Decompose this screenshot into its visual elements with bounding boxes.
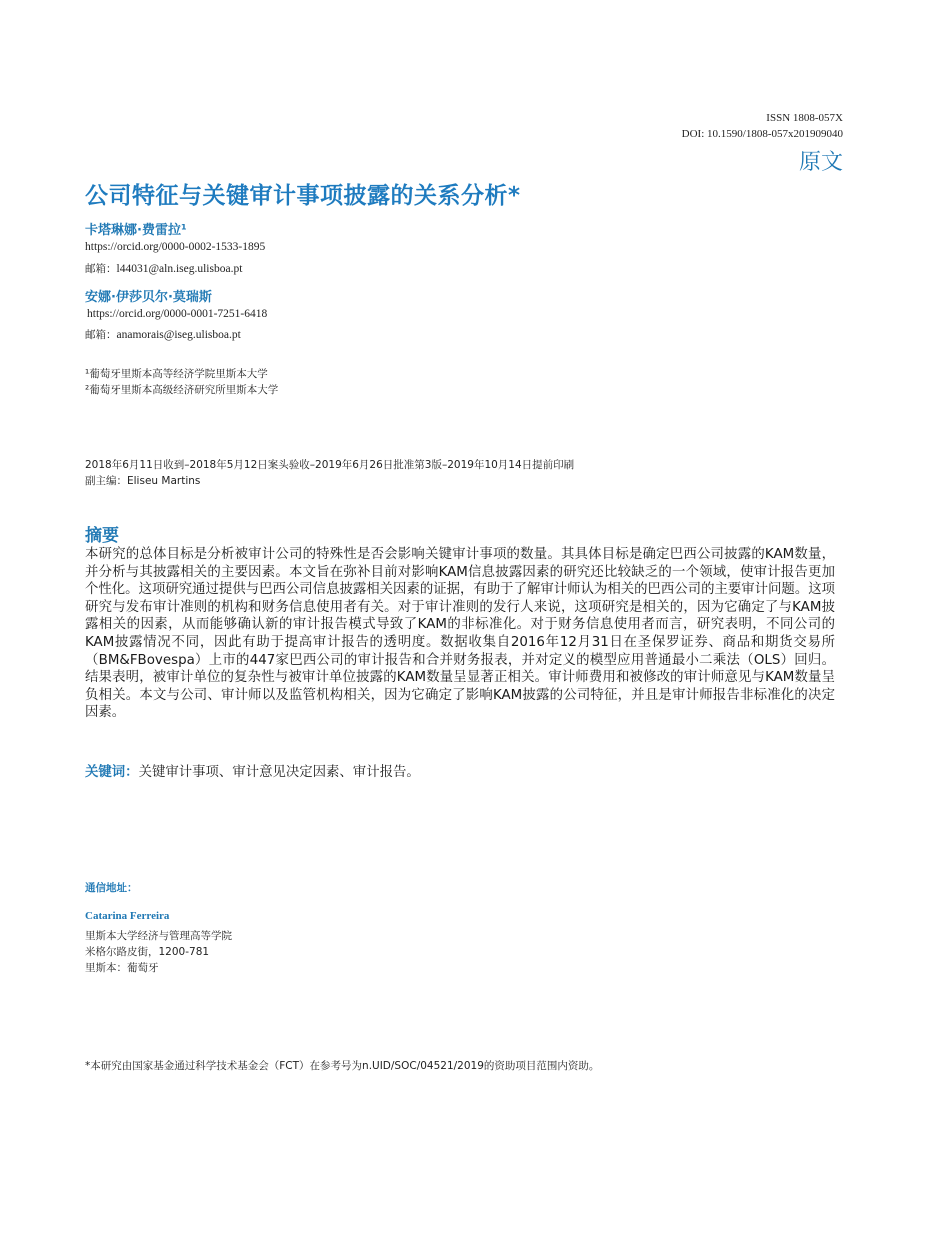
affiliation-1: ¹葡萄牙里斯本高等经济学院里斯本大学	[85, 368, 268, 380]
abstract-body: 本研究的总体目标是分析被审计公司的特殊性是否会影响关键审计事项的数量。其具体目标是确定巴西公司披露的KAM数量，并分析与其披露相关的主要因素。本文旨在弥补目前对影响KAM信息披露因素的研究还比较缺乏的一个领域，使审计报告更加个性化。这项研究通过提供与巴西公司信息披露相关因素的证据，有助于了解审计师认为相关的巴西公司的主要审计问题。这项研究与发布审计准则的机构和财务信息使用者有关。对于审计准则的发行人来说，这项研究是相关的，因为它确定了与KAM披露相关的因素，从而能够确认新的审计报告模式导致了KAM的非标准化。对于财务信息使用者而言，研究表明，不同公司的KAM披露情况不同，因此有助于提高审计报告的透明度。数据收集自2016年12月31日在圣保罗证券、商品和期货交易所（BM&FBovespa）上市的447家巴西公司的审计报告和合并财务报表，并对定义的模型应用普通最小二乘法（OLS）回归。结果表明，被审计单位的复杂性与被审计单位披露的KAM数量呈显著正相关。审计师费用和被修改的审计师意见与KAM数量呈负相关。本文与公司、审计师以及监管机构相关，因为它确定了影响KAM披露的公司特征，并且是审计师报告非标准化的决定因素。	[85, 547, 835, 721]
paper-title: 公司特征与关键审计事项披露的关系分析*	[85, 183, 521, 209]
author-email-2[interactable]: anamorais@iseg.ulisboa.pt	[116, 329, 241, 341]
email-label: 邮箱：	[85, 329, 117, 341]
address-line: 米格尔路皮街，1200-781	[85, 946, 210, 958]
correspondence-address	[85, 928, 232, 976]
author-email-row-2	[85, 323, 241, 343]
keywords	[85, 761, 420, 780]
issn: ISSN 1808-057X	[766, 112, 843, 124]
author-orcid-2[interactable]: https://orcid.org/0000-0001-7251-6418	[87, 308, 268, 320]
doi: DOI: 10.1590/1808-057x201909040	[681, 128, 843, 140]
author-email-row-1	[85, 257, 242, 277]
keywords-label: 关键词：	[85, 765, 139, 780]
address-line: 里斯本：葡萄牙	[85, 962, 159, 974]
funding-footnote: *本研究由国家基金通过科学技术基金会（FCT）在参考号为n.UID/SOC/04521/2019的资助项目范围内资助。	[85, 1060, 600, 1072]
author-orcid-1[interactable]: https://orcid.org/0000-0002-1533-1895	[85, 241, 266, 253]
email-label: 邮箱：	[85, 263, 117, 275]
keywords-text: 关键审计事项、审计意见决定因素、审计报告。	[138, 765, 420, 780]
abstract-heading: 摘要	[85, 526, 119, 546]
article-type-label: 原文	[798, 150, 843, 175]
affiliation-2: ²葡萄牙里斯本高级经济研究所里斯本大学	[85, 384, 279, 396]
author-name-1: 卡塔琳娜·费雷拉¹	[85, 223, 187, 238]
associate-editor: 副主编：Eliseu Martins	[85, 475, 201, 487]
correspondence-label: 通信地址：	[85, 882, 138, 894]
submission-dates: 2018年6月11日收到–2018年5月12日案头验收–2019年6月26日批准第3版–2019年10月14日提前印刷	[85, 459, 575, 471]
correspondence-name: Catarina Ferreira	[85, 910, 170, 922]
author-name-2: 安娜·伊莎贝尔·莫瑞斯	[85, 290, 212, 305]
author-email-1[interactable]: l44031@aln.iseg.ulisboa.pt	[116, 263, 243, 275]
address-line: 里斯本大学经济与管理高等学院	[85, 930, 232, 942]
